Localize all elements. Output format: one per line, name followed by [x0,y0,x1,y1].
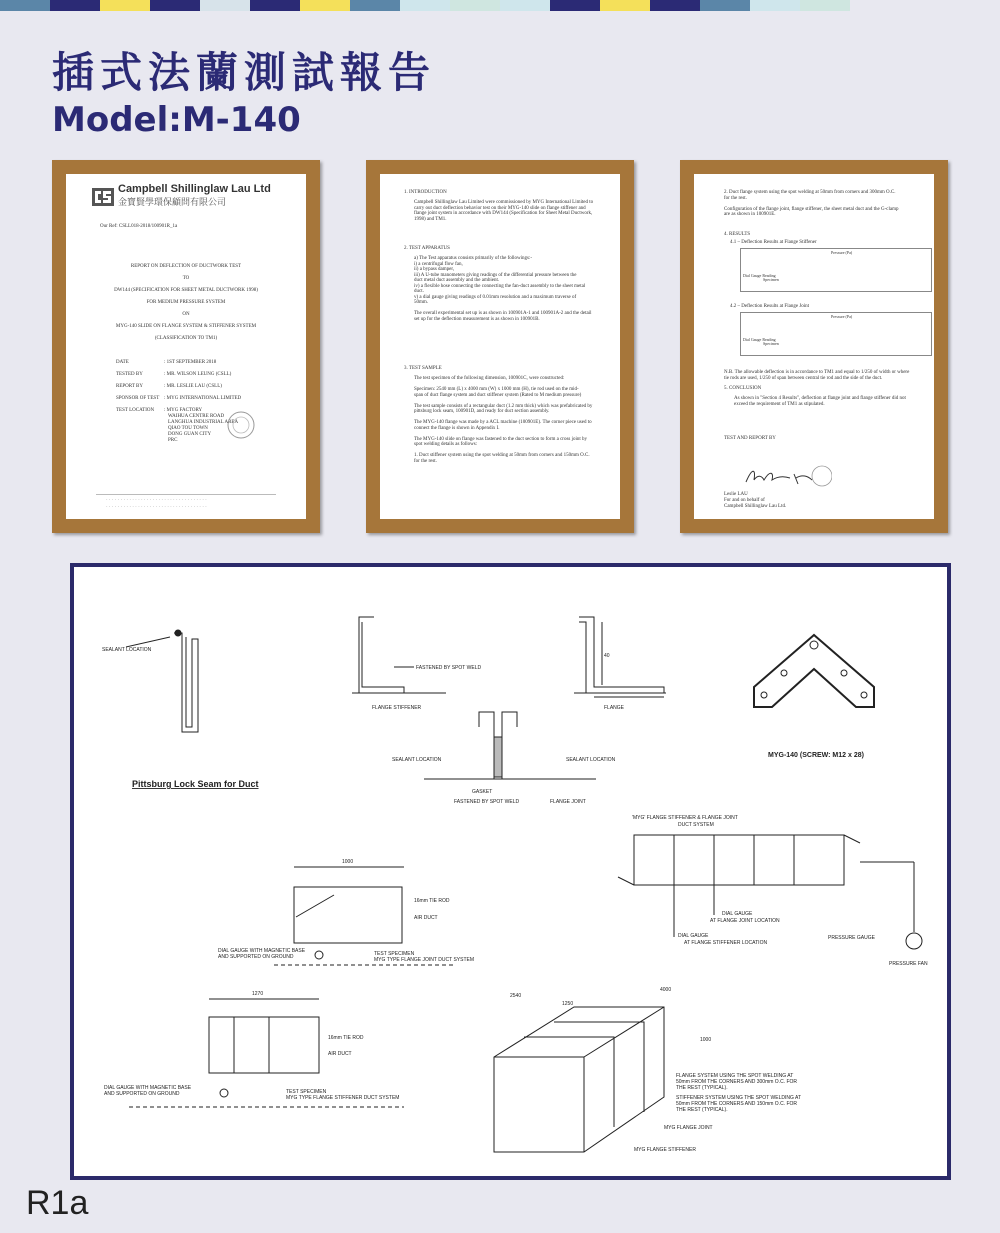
section-2-line: v) a dial gauge giving readings of 0.01mm resolution and a maximum traverse of [414,294,577,300]
section-1-line: flange joint system in accordance with DW144 (Specification for Sheet Metal Ductwork, [414,211,593,216]
page-title: 插式法蘭測試報告 [52,48,437,97]
section-2-line: a) The Test apparatus consists primarily of the followings:- [414,256,533,261]
table-1-row-spec: Specimen [763,277,779,282]
duct-system-body [634,835,844,885]
label-fastened: FASTENED BY SPOT WELD [416,665,482,671]
corner-hole-4 [761,692,767,698]
label-note-stiff-3: THE REST (TYPICAL). [676,1107,728,1113]
location-line: DONG GUAN CITY [168,432,212,437]
report-frame-1 [52,160,320,533]
section-1-line: 1998) and TM1. [414,216,447,222]
label-d1270: 1270 [252,991,264,997]
signer-name: Leslie LAU [724,492,748,497]
test-rig-1 [294,887,402,943]
report-frame-3 [680,160,948,533]
section-3-line: The test sample consists of a rectangular duct (1.2 mm thick) which was prefabricated by [414,403,593,409]
duct-end-left [618,877,634,885]
corner-hole-3 [841,670,847,676]
label-flange-joint: FLANGE JOINT [550,799,586,805]
report-title-line: REPORT ON DEFLECTION OF DUCTWORK TEST [130,264,242,269]
sealant-leader [126,637,170,647]
field-label: TESTED BY [116,372,143,377]
label-dial-magnetic-1: DIAL GAUGE WITH MAGNETIC BASE [218,948,306,954]
location-line: LANGHUA INDUSTRIAL AREA [168,420,239,425]
section-3-line: The test specimen of the following dimension, 100901C, were constructed: [414,376,565,381]
label-pressure-fan: PRESSURE FAN [889,961,928,967]
label-sealant: SEALANT LOCATION [102,647,152,653]
report-title-line: ON [182,312,190,317]
label-myg-flange-joint: MYG FLANGE JOINT [664,1125,713,1131]
stripe-segment [400,0,450,11]
section-2-line: i) a centrifugal flow fan, [414,261,463,267]
section-1-heading: 1. INTRODUCTION [404,190,447,195]
section-3-line: for the rest. [414,458,437,464]
section-2-line: duct metal duct assembly and the ambient. [414,278,500,283]
field-label: REPORT BY [116,384,143,389]
section-2-line: 50mm. [414,300,429,305]
conclusion-line: exceed the requirement of TM1 as stipulated. [734,402,825,407]
label-note-flange-3: THE REST (TYPICAL). [676,1085,728,1091]
results-table-1 [740,248,932,292]
dial-gauge-1-icon [315,951,323,959]
model-title: Model:M-140 [52,100,301,140]
report-frame-2 [366,160,634,533]
signature-icon [742,464,832,492]
footer-address-text-2: · · · · · · · · · · · · · · · · · · · · · · · · · · · · · · · · · · · [106,505,207,510]
tested-by: TEST AND REPORT BY [724,436,776,441]
section-1-line: Campbell Shillinglaw Lau Limited were commissioned by MYG International Limited to [414,200,594,205]
technical-drawing-panel [70,563,951,1180]
sealant-dot [175,630,181,636]
technical-drawing [74,567,947,1176]
nb-line: tie rods are used, 1/250 of span between central tie rod and the side of the duct. [724,376,883,381]
gasket-shape [494,737,502,777]
field-value: : MR. LESLIE LAU (CSLL) [164,384,222,389]
section-2-line: iv) a flexible hose connecting the connecting the fan-duct assembly to the sheet metal [414,283,586,289]
stripe-segment [800,0,850,11]
section-3-line: Specimen: 2540 mm (L) x 4000 mm (W) x 1000 mm (H), tie rod used on the mid- [414,387,579,392]
section-2-line: ii) a bypass damper, [414,267,455,272]
label-pressure-gauge: PRESSURE GAUGE [828,935,875,941]
section-3-line: span of duct flange system and duct stiffener system (Rated to M medium pressure) [414,392,582,398]
table-2-row-label: Dial Gauge Reading [743,337,776,342]
conclusion-heading: 5. CONCLUSION [724,386,762,391]
stripe-segment [0,0,50,11]
field-value: : MYG FACTORY [164,408,203,413]
label-air-duct: AIR DUCT [414,915,438,921]
label-note-stiff-2: 50mm FROM THE CORNERS AND 150mm O.C. FOR [676,1101,798,1107]
stripe-segment [700,0,750,11]
rig-1-tie [296,895,334,917]
field-value: : 1ST SEPTEMBER 2018 [164,360,217,365]
label-pittsburg: Pittsburg Lock Seam for Duct [132,779,259,789]
corner-piece-shape [754,635,874,707]
flange-stiffener-profile [359,617,404,693]
stripe-segment [600,0,650,11]
section-1-line: carry out duct deflection behavior test on their MYG-140 slide on flange stiffener and [414,205,586,211]
top-color-stripe [0,0,1000,11]
label-test-specimen-1: TEST SPECIMEN [374,951,415,957]
footer-rule [96,494,276,495]
label-myg-flange-stiffener: MYG FLANGE STIFFENER [634,1147,696,1153]
flange-profile [579,617,664,693]
page-3-top-line: Configuration of the flange joint, flange stiffener, the sheet metal duct and the G-clamp [724,206,899,212]
section-3-line: connect the flange is shown in Appendix I. [414,425,500,431]
section-3-line: pittsburg lock seam, 100901D, and ready for duct section assembly. [414,409,550,414]
section-3-line: The MYG-140 slide on flange was fastened to the duct section to form a cross joint by [414,436,588,442]
location-line: WAIHUA CENTRE ROAD [168,414,225,419]
page-3-top-line: 2. Duct flange system using the spot welding at 50mm from corners and 300mm O.C. [724,190,896,195]
footer-address-text: · · · · · · · · · · · · · · · · · · · · · · · · · · · · · · · · · · · [106,498,207,503]
stripe-segment [200,0,250,11]
pressure-fan-icon [906,933,922,949]
label-d1250: 1250 [562,1001,574,1007]
label-dial-magnetic-2: DIAL GAUGE WITH MAGNETIC BASE [104,1085,192,1091]
company-logo-icon [92,188,114,206]
label-test-specimen-2: TEST SPECIMEN [286,1089,327,1095]
section-2-line: iii) A U-tube manometers giving readings of the differential pressure between the [414,272,577,278]
corner-hole-2 [781,670,787,676]
section-3-line: 1. Duct stiffener system using the spot welding at 50mm from corners and 150mm O.C. [414,453,590,458]
stripe-segment [300,0,350,11]
label-air-duct-2: AIR DUCT [328,1051,352,1057]
report-title-line: MYG-140 SLIDE ON FLANGE SYSTEM & STIFFENER SYSTEM [115,324,257,329]
label-dial-stiff-2: AT FLANGE STIFFENER LOCATION [684,940,768,946]
section-3-line: spot welding details as follows: [414,442,478,447]
label-fastened-2: FASTENED BY SPOT WELD [454,799,520,805]
stripe-segment [550,0,600,11]
field-value: : MYG INTERNATIONAL LIMITED [164,396,242,401]
label-d2540: 2540 [510,993,522,999]
duct-end-right [844,835,860,843]
table-1-header: Pressure (Pa) [831,250,853,255]
table-2-row-spec: Specimen [763,341,779,346]
report-page-3 [694,174,934,519]
conclusion-line: As shown in "Section 4 Results", deflection at flange joint and flange stiffener did not [734,396,906,401]
label-note-flange: FLANGE SYSTEM USING THE SPOT WELDING AT [676,1073,794,1079]
signer-company: Campbell Shillinglaw Lau Ltd. [724,504,787,509]
label-myg-joint: MYG TYPE FLANGE JOINT DUCT SYSTEM [374,957,475,963]
stripe-segment [750,0,800,11]
report-title-line: (CLASSIFICATION TO TM1) [154,336,218,341]
page-3-top-line: for the rest. [724,195,747,201]
label-dim-40: 40 [604,653,610,659]
test-rig-2 [209,1017,319,1073]
table-1-row-label: Dial Gauge Reading [743,273,776,278]
label-dial-joint-2: AT FLANGE JOINT LOCATION [710,918,780,924]
results-4-1: 4.1 – Deflection Results at Flange Stiffener [730,240,817,245]
company-name-zh: 金寶賢學環保顧問有限公司 [118,198,227,208]
label-system-title-2: DUCT SYSTEM [678,822,714,828]
label-flange: FLANGE [604,705,625,711]
label-note-flange-2: 50mm FROM THE CORNERS AND 300mm O.C. FOR [676,1079,798,1085]
label-system-title: 'MYG' FLANGE STIFFENER & FLANGE JOINT [632,815,738,821]
corner-hole-1 [810,641,818,649]
section-2-line: set up for the deflection measurement is as shown in 100901B. [414,316,540,322]
label-dial-magnetic-1b: AND SUPPORTED ON GROUND [218,954,294,960]
stripe-segment [350,0,400,11]
section-3-heading: 3. TEST SAMPLE [404,366,442,371]
results-heading: 4. RESULTS [724,232,751,237]
label-sealant-3: SEALANT LOCATION [566,757,616,763]
dial-gauge-2-icon [220,1089,228,1097]
results-4-2: 4.2 – Deflection Results at Flange Joint [730,304,810,309]
field-value: : MR. WILSON LEUNG (CSLL) [164,372,232,377]
location-line: PRC [168,438,178,443]
stripe-segment [500,0,550,11]
field-label: DATE [116,360,129,365]
iso-duct-outline [494,1007,664,1152]
label-tie-rod: 16mm TIE ROD [414,898,450,904]
location-line: QIAO TOU TOWN [168,426,208,431]
stripe-segment [150,0,200,11]
label-d1000: 1000 [342,859,354,865]
report-ref: Our Ref: CSLL018-2018/100901R_1a [100,224,178,229]
label-note-stiff: STIFFENER SYSTEM USING THE SPOT WELDING AT [676,1095,802,1101]
report-page-2 [380,174,620,519]
footer-code: R1a [26,1184,89,1222]
section-2-line: The overall experimental set up is as shown in 100901A-1 and 100901A-2 and the detail [414,311,592,316]
stripe-segment [450,0,500,11]
label-flange-stiffener: FLANGE STIFFENER [372,705,422,711]
label-dial-magnetic-2b: AND SUPPORTED ON GROUND [104,1091,180,1097]
nb-line: N.B. The allowable deflection is in accordance to TM1 and equal to 1/250 of width or where [724,370,910,375]
results-table-2 [740,312,932,356]
report-title-line: FOR MEDIUM PRESSURE SYSTEM [146,300,226,305]
label-dial-joint: DIAL GAUGE [722,911,753,917]
signer-role: For and on behalf of [724,498,765,503]
field-label: SPONSOR OF TEST [116,396,160,401]
company-seal-icon [226,410,256,440]
label-dial-stiff: DIAL GAUGE [678,933,709,939]
report-page-1 [66,174,306,519]
company-name: Campbell Shillinglaw Lau Ltd [118,183,271,195]
label-d4000: 4000 [660,987,672,993]
stripe-segment [250,0,300,11]
section-2-line: duct. [414,289,424,294]
table-2-header: Pressure (Pa) [831,314,853,319]
stripe-segment [100,0,150,11]
section-2-heading: 2. TEST APPARATUS [404,246,450,251]
label-tie-rod-2: 16mm TIE ROD [328,1035,364,1041]
report-title-line: DW144 (SPECIFICATION FOR SHEET METAL DUCTWORK 1998) [114,288,258,293]
field-label: TEST LOCATION [116,408,155,413]
pittsburg-seam-shape [174,633,198,732]
page-3-top-line: are as shown in 100901E. [724,212,776,217]
iso-duct-edges [494,1007,664,1152]
report-title-line: TO [182,276,190,281]
label-myg-stiff: MYG TYPE FLANGE STIFFENER DUCT SYSTEM [286,1095,400,1101]
label-d1000-2: 1000 [700,1037,712,1043]
stripe-segment [50,0,100,11]
stripe-segment [650,0,700,11]
section-3-line: The MYG-140 flange was made by a ACL machine (100901E). The corner piece used to [414,420,592,425]
label-myg-screw: MYG-140 (SCREW: M12 x 28) [768,752,864,759]
label-sealant-2: SEALANT LOCATION [392,757,442,763]
label-gasket: GASKET [472,789,493,795]
corner-hole-5 [861,692,867,698]
